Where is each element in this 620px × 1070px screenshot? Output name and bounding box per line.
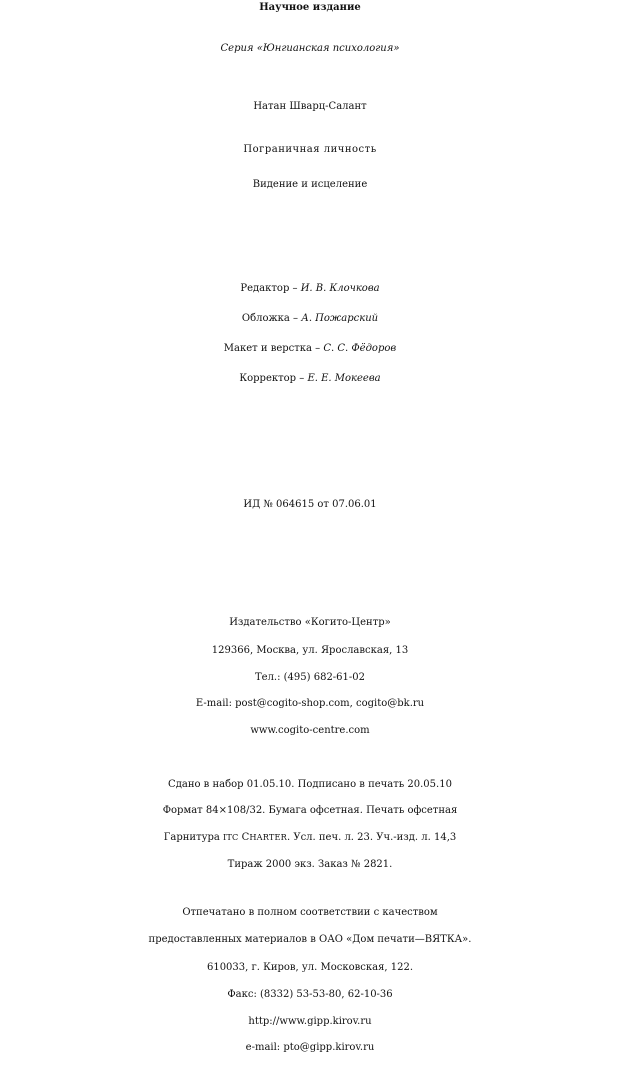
credit-editor bbox=[0, 284, 620, 294]
credit-editor-role: Редактор – bbox=[240, 283, 301, 294]
credit-editor-name: И. В. Клочкова bbox=[300, 283, 380, 294]
printer-statement-2: предоставленных материалов в ОАО «Дом печати—ВЯТКА». bbox=[148, 934, 472, 945]
typeface-harter: HARTER bbox=[249, 832, 287, 842]
printer-email: e-mail: pto@gipp.kirov.ru bbox=[245, 1042, 375, 1053]
series-name: Серия «Юнгианская психология» bbox=[220, 43, 400, 54]
publisher-website: www.cogito-centre.com bbox=[250, 725, 370, 736]
book-subtitle: Видение и исцеление bbox=[252, 179, 368, 190]
publisher-name: Издательство «Когито-Центр» bbox=[229, 617, 391, 628]
credit-cover-role: Обложка – bbox=[241, 313, 302, 324]
print-run: Тираж 2000 экз. Заказ № 2821. bbox=[227, 859, 393, 870]
publisher-address: 129366, Москва, ул. Ярославская, 13 bbox=[211, 645, 409, 656]
credit-layout-role: Макет и верстка – bbox=[223, 343, 324, 354]
credit-proofreader-name: Е. Е. Мокеева bbox=[307, 373, 381, 384]
printer-address: 610033, г. Киров, ул. Московская, 122. bbox=[206, 962, 414, 973]
printer-statement-1: Отпечатано в полном соответствии с качеством bbox=[182, 907, 438, 918]
edition-type: Научное издание bbox=[259, 2, 361, 13]
credit-proofreader-role: Корректор – bbox=[239, 373, 308, 384]
print-dates: Сдано в набор 01.05.10. Подписано в печать 20.05.10 bbox=[168, 779, 452, 790]
printer-website: http://www.gipp.kirov.ru bbox=[248, 1016, 372, 1027]
typeface-itc: ITC bbox=[223, 832, 239, 842]
credit-cover bbox=[0, 314, 620, 324]
credit-layout-name: С. С. Фёдоров bbox=[323, 343, 397, 354]
printer-fax: Факс: (8332) 53-53-80, 62-10-36 bbox=[227, 989, 393, 1000]
book-title: Пограничная личность bbox=[243, 144, 377, 155]
print-format: Формат 84×108/32. Бумага офсетная. Печать офсетная bbox=[162, 805, 458, 816]
licence-number: ИД № 064615 от 07.06.01 bbox=[243, 499, 377, 510]
publisher-phone: Тел.: (495) 682-61-02 bbox=[254, 672, 366, 683]
credit-cover-name: А. Пожарский bbox=[301, 313, 379, 324]
typeface-c: C bbox=[241, 832, 250, 843]
book-author: Натан Шварц-Салант bbox=[253, 101, 367, 112]
typeface-suffix: . Усл. печ. л. 23. Уч.-изд. л. 14,3 bbox=[287, 832, 457, 843]
credit-layout bbox=[0, 344, 620, 354]
credit-proofreader bbox=[0, 374, 620, 384]
publisher-email: E-mail: post@cogito-shop.com, cogito@bk.ru bbox=[195, 698, 425, 709]
typeface-prefix: Гарнитура bbox=[163, 832, 224, 843]
print-typeface bbox=[0, 833, 620, 843]
